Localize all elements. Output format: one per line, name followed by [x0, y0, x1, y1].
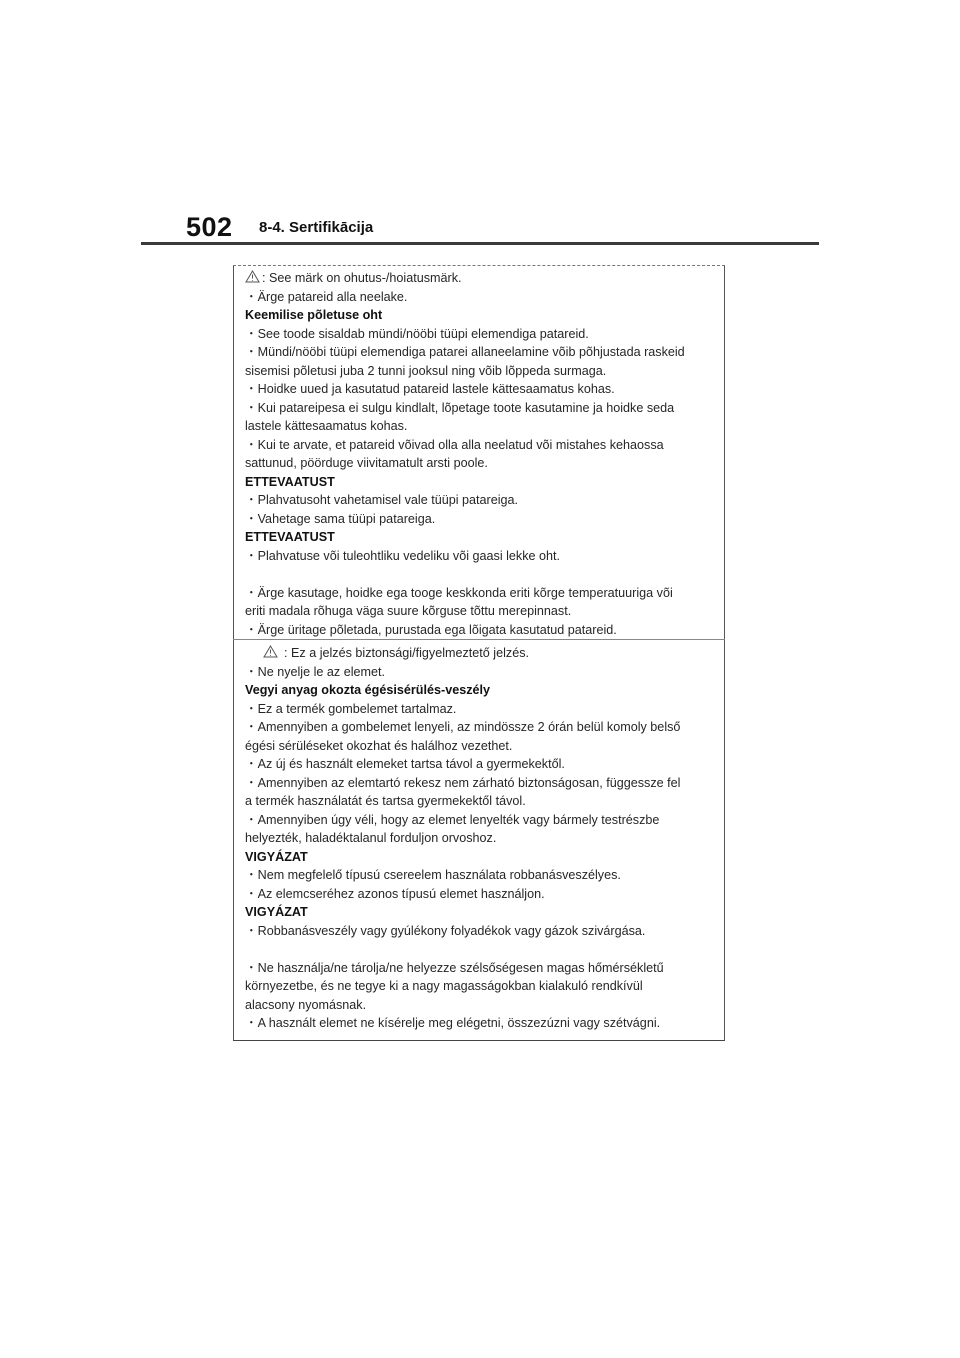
line-text: sisemisi põletusi juba 2 tunni jooksul ning võib lõppeda surmaga. [245, 363, 607, 378]
warning-text-line [245, 454, 715, 473]
warning-text-line [245, 343, 715, 362]
line-text: ・Amennyiben úgy véli, hogy az elemet lenyelték vagy bármely testrészbe [245, 812, 660, 827]
warning-heading [245, 306, 715, 325]
line-text: Keemilise põletuse oht [245, 308, 383, 322]
line-text: ・Vahetage sama tüüpi patareiga. [245, 511, 436, 526]
warning-text-line [245, 700, 715, 719]
line-text: ETTEVAATUST [245, 474, 335, 489]
line-text: lastele kättesaamatus kohas. [245, 419, 408, 433]
warning-triangle-icon [245, 270, 260, 283]
warning-text-line [245, 1014, 715, 1033]
line-text: ・Amennyiben a gombelemet lenyeli, az mindössze 2 órán belül komoly belső [245, 720, 681, 734]
warning-heading [245, 848, 715, 867]
frame-bottom-border [233, 1040, 725, 1041]
line-text: ・Az elemcseréhez azonos típusú elemet használjon. [245, 886, 545, 901]
warning-text-line [245, 288, 715, 307]
line-text: ・Plahvatusoht vahetamisel vale tüüpi patareiga. [245, 493, 519, 507]
line-text: alacsony nyomásnak. [245, 997, 367, 1012]
line-text: VIGYÁZAT [245, 905, 308, 919]
line-text: : See märk on ohutus-/hoiatusmärk. [262, 271, 462, 285]
warning-text-line [245, 811, 715, 830]
estonian-warning-block [245, 269, 715, 639]
warning-text-line [245, 584, 715, 603]
line-text: a termék használatát és tartsa gyermekektől távol. [245, 794, 526, 808]
line-text: ・Kui patareipesa ei sulgu kindlalt, lõpetage toote kasutamine ja hoidke seda [245, 400, 675, 415]
line-text: ・Hoidke uued ja kasutatud patareid lastele kättesaamatus kohas. [245, 382, 615, 396]
warning-text-line [245, 959, 715, 978]
warning-text-line [245, 491, 715, 510]
language-divider [233, 639, 725, 640]
frame-top-border [233, 265, 725, 266]
line-text: ・Amennyiben az elemtartó rekesz nem zárható biztonságosan, függessze fel [245, 775, 681, 790]
warning-text-line [245, 663, 715, 682]
warning-text-line [245, 829, 715, 848]
warning-text-line [245, 866, 715, 885]
line-text: ・Kui te arvate, et patareid võivad olla alla neelatud või mistahes kehaossa [245, 437, 664, 452]
warning-text-line [245, 996, 715, 1015]
warning-text-line [245, 774, 715, 793]
warning-heading [245, 681, 715, 700]
warning-text-line [245, 399, 715, 418]
line-text: VIGYÁZAT [245, 849, 308, 864]
warning-heading [245, 473, 715, 492]
line-text: ・Mündi/nööbi tüüpi elemendiga patarei allaneelamine võib põhjustada raskeid [245, 345, 685, 359]
section-title: 8-4. Sertifikācija [259, 219, 374, 236]
line-text: ・Plahvatuse või tuleohtliku vedeliku või gaasi lekke oht. [245, 548, 561, 563]
warning-text-line [245, 644, 715, 663]
header-divider [141, 242, 819, 245]
line-text: ・Ez a termék gombelemet tartalmaz. [245, 701, 457, 716]
warning-text-line [245, 417, 715, 436]
warning-text-line [245, 325, 715, 344]
line-text: ・Nem megfelelő típusú csereelem használata robbanásveszélyes. [245, 868, 621, 882]
warning-triangle-icon [263, 645, 278, 658]
warning-text-line [245, 792, 715, 811]
line-text: eriti madala rõhuga väga suure kõrguse tõttu merepinnast. [245, 604, 572, 618]
line-text: környezetbe, és ne tegye ki a nagy magasságokban kialakuló rendkívül [245, 979, 643, 993]
line-text: Vegyi anyag okozta égésisérülés-veszély [245, 683, 491, 697]
warning-heading [245, 528, 715, 547]
line-text: helyezték, haladéktalanul forduljon orvoshoz. [245, 831, 497, 845]
line-text: ・Ärge üritage põletada, purustada ega lõigata kasutatud patareid. [245, 622, 617, 637]
line-text: ・Az új és használt elemeket tartsa távol a gyermekektől. [245, 757, 565, 771]
warning-text-line [245, 269, 715, 288]
warning-text-line [245, 602, 715, 621]
line-text: : Ez a jelzés biztonsági/figyelmeztető jelzés. [284, 646, 529, 660]
line-text: ・See toode sisaldab mündi/nööbi tüüpi elemendiga patareid. [245, 326, 589, 341]
hungarian-warning-block [245, 644, 715, 1033]
warning-text-line [245, 380, 715, 399]
line-text: ・Ne használja/ne tárolja/ne helyezze szélsőségesen magas hőmérsékletű [245, 960, 664, 975]
line-text: ・Ärge patareid alla neelake. [245, 289, 408, 304]
line-text: sattunud, pöörduge viivitamatult arsti poole. [245, 456, 488, 470]
warning-text-line [245, 547, 715, 566]
warning-text-line [245, 621, 715, 640]
line-text: ・Ne nyelje le az elemet. [245, 664, 385, 679]
warning-text-line [245, 755, 715, 774]
warning-text-line [245, 922, 715, 941]
warning-text-line [245, 362, 715, 381]
line-text: ・Ärge kasutage, hoidke ega tooge keskkonda eriti kõrge temperatuuriga või [245, 585, 673, 600]
line-text: égési sérüléseket okozhat és halálhoz vezethet. [245, 738, 513, 753]
page-number: 502 [186, 212, 233, 242]
warning-text-line [245, 510, 715, 529]
line-text: ETTEVAATUST [245, 530, 335, 544]
line-text: ・A használt elemet ne kísérelje meg elégetni, összezúzni vagy szétvágni. [245, 1016, 661, 1030]
warning-text-line [245, 718, 715, 737]
warning-text-line [245, 436, 715, 455]
warning-text-line [245, 977, 715, 996]
warning-heading [245, 903, 715, 922]
warning-text-line [245, 885, 715, 904]
warning-text-line [245, 737, 715, 756]
line-text: ・Robbanásveszély vagy gyúlékony folyadékok vagy gázok szivárgása. [245, 923, 646, 938]
